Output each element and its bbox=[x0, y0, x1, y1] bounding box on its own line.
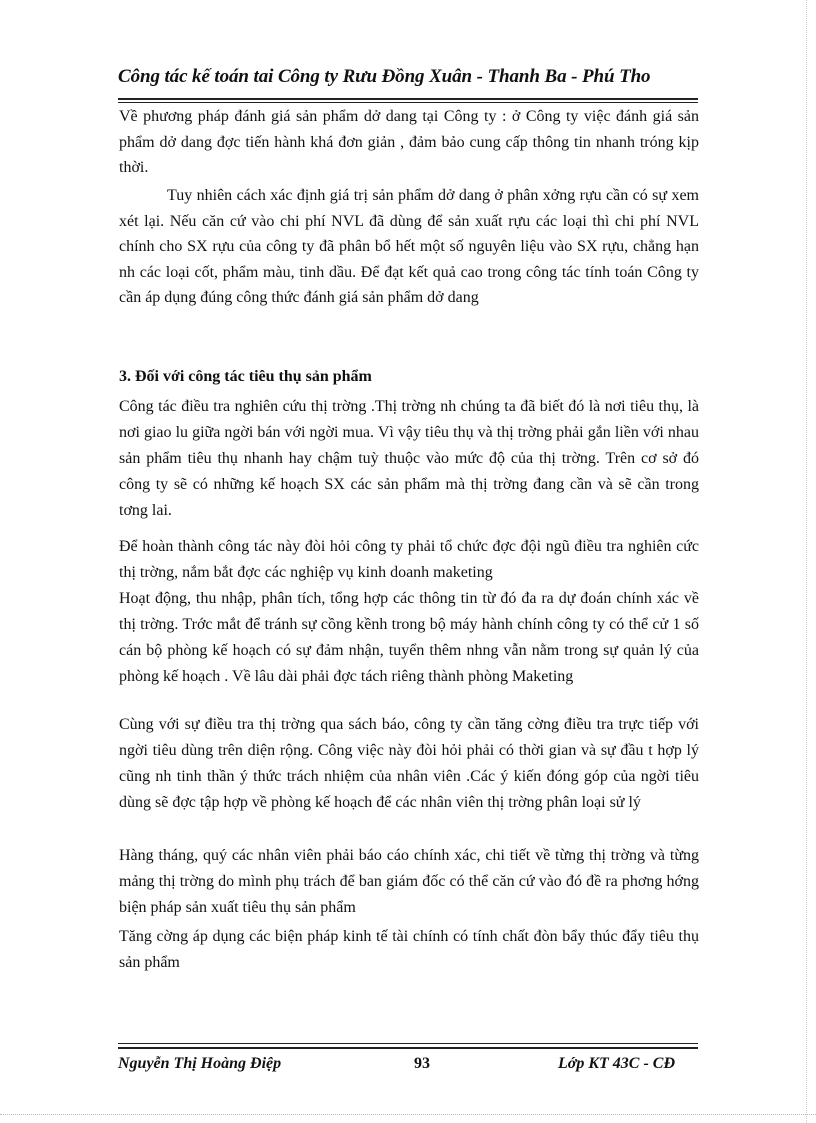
paragraph-text: Về phương pháp đánh giá sản phẩm dở dang tại Công ty : ở Công ty việc đánh giá sản phẩm dở dang đợc tiến hành khá đơn giản , đảm bảo cung cấp thông tin nhanh tróng kịp thời. bbox=[119, 108, 699, 176]
page-header-title: Công tác kế toán tai Công ty Rưu Đồng Xuân - Thanh Ba - Phú Tho bbox=[118, 66, 651, 87]
paragraph-text: Tuy nhiên cách xác định giá trị sản phẩm dở dang ở phân xởng rựu cần có sự xem xét lại. Nếu căn cứ vào chi phí NVL đã dùng để sản xuất rựu các loại thì chi phí NVL chính cho SX rựu của công ty đã phân bổ hết một số nguyên liệu vào SX rựu, chẳng hạn nh các loại cốt, phẩm màu, tinh dầu. Để đạt kết quả cao trong công tác tính toán Công ty cần áp dụng đúng công thức đánh giá sản phẩm dở dang bbox=[119, 187, 699, 306]
paragraph-market-research: Công tác điều tra nghiên cứu thị trờng .Thị trờng nh chúng ta đã biết đó là nơi tiêu thụ, là nơi giao lu giữa ngời bán với ngời mua. Vì vậy tiêu thụ và thị trờng phải gắn liền với nhau sản phẩm tiêu thụ nhanh hay chậm tuỳ thuộc vào mức độ của thị trờng. Trên cơ sở đó công ty sẽ có những kế hoạch SX các sản phẩm mà thị trờng đang cần và sẽ cần trong tơng lai. bbox=[119, 398, 699, 519]
paragraph-wip-valuation bbox=[119, 104, 699, 181]
footer-rule-thin bbox=[118, 1043, 698, 1044]
page-edge-bottom bbox=[0, 1114, 816, 1115]
page-edge-right bbox=[806, 0, 807, 1123]
footer-class: Lớp KT 43C - CĐ bbox=[558, 1055, 676, 1072]
footer-author: Nguyễn Thị Hoàng Điệp bbox=[118, 1055, 282, 1072]
paragraph-monthly-report: Hàng tháng, quý các nhân viên phải báo cáo chính xác, chi tiết về từng thị trờng và từng mảng thị trờng do mình phụ trách để ban giám đốc có thể căn cứ vào đó đề ra phơng hớng biện pháp sản xuất tiêu thụ sản phẩm bbox=[119, 847, 699, 916]
footer-rule-thick bbox=[118, 1047, 698, 1049]
paragraph-direct-survey: Cùng với sự điều tra thị trờng qua sách báo, công ty cần tăng cờng điều tra trực tiếp với ngời tiêu dùng trên diện rộng. Công việc này đòi hỏi phải có thời gian và sự đầu t hợp lý cũng nh tinh thần ý thức trách nhiệm của nhân viên .Các ý kiến đóng góp của ngời tiêu dùng sẽ đợc tập hợp về phòng kế hoạch để các nhân viên thị trờng phân loại sử lý bbox=[119, 716, 699, 811]
footer-page-number: 93 bbox=[414, 1055, 430, 1072]
paragraph-financial-measures: Tăng cờng áp dụng các biện pháp kinh tế tài chính có tính chất đòn bẩy thúc đẩy tiêu thụ sản phẩm bbox=[119, 928, 699, 971]
section-heading: 3. Đối với công tác tiêu thụ sản phẩm bbox=[119, 368, 372, 385]
paragraph-wip-review bbox=[119, 183, 699, 311]
header-rule-thin bbox=[118, 102, 698, 103]
header-rule-thick bbox=[118, 98, 698, 100]
paragraph-activities: Hoạt động, thu nhập, phân tích, tổng hợp các thông tin từ đó đa ra dự đoán chính xác về thị trờng. Trớc mắt để tránh sự cồng kềnh trong bộ máy hành chính công ty có thể cử 1 số cán bộ phòng kế hoạch có sự đảm nhận, tuyển thêm nhng vẫn nằm trong sự quản lý của phòng kế hoạch . Về lâu dài phải đợc tách riêng thành phòng Maketing bbox=[119, 590, 699, 685]
paragraph-research-team: Để hoàn thành công tác này đòi hỏi công ty phải tổ chức đợc đội ngũ điều tra nghiên cức thị trờng, nắm bắt đợc các nghiệp vụ kinh doanh maketing bbox=[119, 538, 699, 581]
